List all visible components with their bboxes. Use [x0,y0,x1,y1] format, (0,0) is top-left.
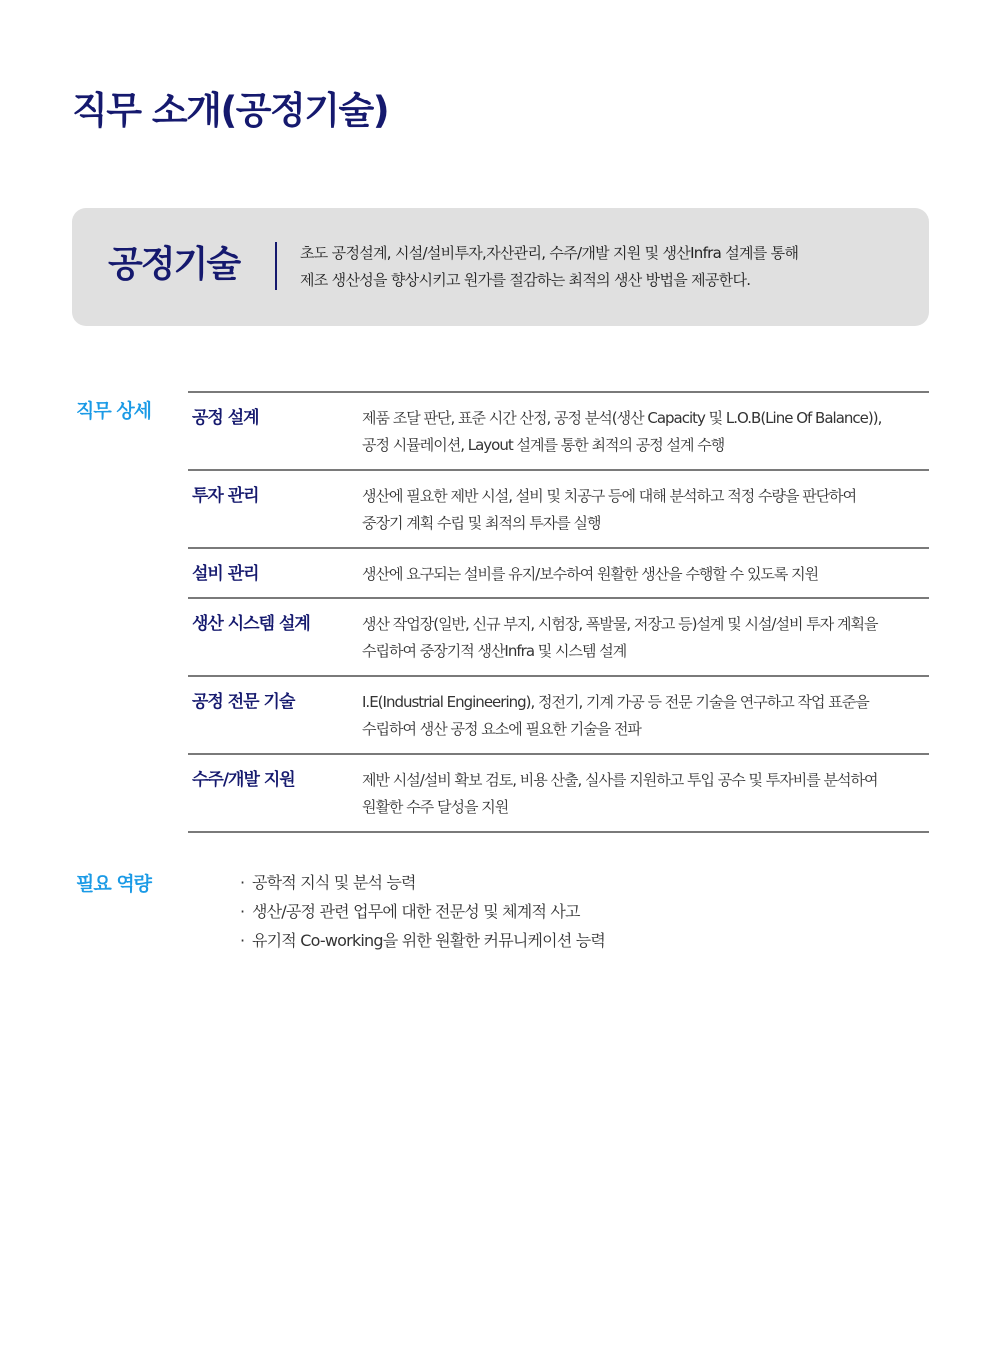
duty-description-line: 수립하여 생산 공정 요소에 필요한 기술을 전파 [362,720,641,738]
duty-description [362,483,929,535]
skill-text: 생산/공정 관련 업무에 대한 전문성 및 체계적 사고 [252,902,580,921]
duty-description [362,405,929,457]
skill-text: 공학적 지식 및 분석 능력 [252,873,416,892]
skills-section-label: 필요 역량 [76,873,152,895]
duty-description-line: 생산에 요구되는 설비를 유지/보수하여 원활한 생산을 수행할 수 있도록 지원 [362,565,819,583]
bullet-icon: · [240,902,245,921]
bullet-icon: · [240,873,245,892]
table-row [188,471,929,549]
duty-description-line: 제반 시설/설비 확보 검토, 비용 산출, 실사를 지원하고 투입 공수 및 투자비를 분석하여 [362,771,878,789]
duty-name: 공정 설계 [192,408,259,428]
duty-name: 공정 전문 기술 [192,692,295,712]
summary-box [72,208,929,326]
duty-description-line: 원활한 수주 달성을 지원 [362,798,509,816]
summary-text [300,240,920,294]
summary-line: 제조 생산성을 향상시키고 원가를 절감하는 최적의 생산 방법을 제공한다. [300,271,751,289]
skill-list [240,868,605,955]
table-row [188,599,929,677]
table-row [188,549,929,599]
duty-description-line: 생산에 필요한 제반 시설, 설비 및 치공구 등에 대해 분석하고 적정 수량을 판단하여 [362,487,857,505]
duty-table [188,391,929,833]
duty-name: 생산 시스템 설계 [192,614,310,634]
duty-description-line: 공정 시뮬레이션, Layout 설계를 통한 최적의 공정 설계 수행 [362,436,725,454]
duty-description-line: 수립하여 중장기적 생산Infra 및 시스템 설계 [362,642,627,660]
table-row [188,393,929,471]
duty-name: 설비 관리 [192,564,259,584]
page-title: 직무 소개(공정기술) [72,89,389,132]
summary-line: 초도 공정설계, 시설/설비투자,자산관리, 수주/개발 지원 및 생산Infra 설계를 통해 [300,244,799,262]
summary-title: 공정기술 [108,244,240,285]
duty-description-line: 생산 작업장(일반, 신규 부지, 시험장, 폭발물, 저장고 등)설계 및 시설/설비 투자 계획을 [362,615,878,633]
bullet-icon: · [240,931,245,950]
duty-description [362,767,929,819]
duty-description [362,689,929,741]
duty-description-line: I.E(Industrial Engineering), 정전기, 기계 가공 등 전문 기술을 연구하고 작업 표준을 [362,693,869,711]
duty-description-line: 중장기 계획 수립 및 최적의 투자를 실행 [362,514,601,532]
duty-description [362,611,929,663]
skill-text: 유기적 Co-working을 위한 원활한 커뮤니케이션 능력 [252,931,606,950]
table-row [188,677,929,755]
duty-description-line: 제품 조달 판단, 표준 시간 산정, 공정 분석(생산 Capacity 및 L.O.B(Line Of Balance)), [362,409,882,427]
duty-name: 투자 관리 [192,486,259,506]
duty-description [362,561,929,585]
duty-name: 수주/개발 지원 [192,770,295,790]
duties-section-label: 직무 상세 [76,400,152,422]
list-item [240,926,605,955]
table-row [188,755,929,833]
list-item [240,897,605,926]
list-item [240,868,605,897]
summary-divider [275,242,277,290]
